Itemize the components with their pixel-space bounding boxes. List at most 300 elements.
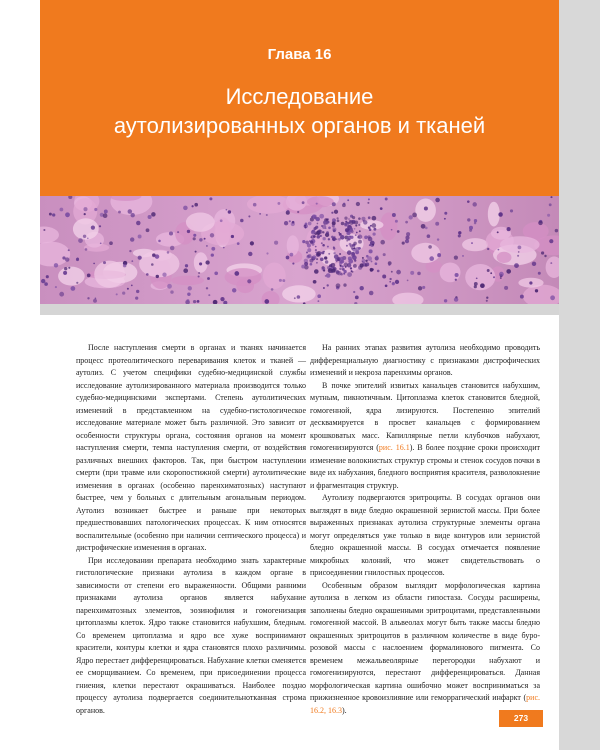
cell-nucleus	[532, 262, 536, 266]
cell-nucleus	[194, 203, 198, 207]
cell-nucleus	[326, 273, 331, 278]
cell-nucleus	[348, 218, 350, 220]
cell-nucleus	[435, 198, 440, 203]
cell-nucleus	[316, 217, 319, 220]
paragraph: Аутолизу подвергаются эритроциты. В сосудах органов они выглядят в виде бледно окрашенной зернистой массы. При более выраженных признаках аутолиза структурные элементы органа могут определяться уже только в виде контуров или зернистой бледно окрашенной массы. В сосудах отмечается появление микробных колоний, что может свидетельствовать о присоединении гнилостных процессов.	[310, 493, 540, 577]
chapter-title-line2: аутолизированных органов и тканей	[113, 113, 486, 138]
cell-nucleus	[395, 280, 399, 284]
cell-nucleus	[535, 289, 538, 292]
cell-nucleus	[349, 243, 352, 246]
cell-nucleus	[342, 268, 344, 270]
cell-nucleus	[385, 284, 388, 287]
cell-nucleus	[76, 282, 78, 284]
cell-nucleus	[84, 213, 86, 215]
cell-nucleus	[323, 237, 326, 240]
cell-nucleus	[322, 231, 324, 233]
tissue-patch	[186, 213, 215, 232]
cell-nucleus	[49, 213, 52, 216]
tissue-patch	[263, 263, 286, 290]
cell-nucleus	[284, 221, 288, 225]
cell-nucleus	[130, 237, 134, 241]
tissue-patch	[462, 238, 488, 251]
cell-nucleus	[306, 255, 310, 259]
cell-nucleus	[214, 271, 218, 275]
cell-nucleus	[395, 220, 398, 223]
cell-nucleus	[409, 215, 413, 219]
cell-nucleus	[487, 269, 490, 272]
cell-nucleus	[65, 257, 69, 261]
cell-nucleus	[333, 252, 335, 254]
cell-nucleus	[122, 291, 125, 294]
cell-nucleus	[100, 242, 102, 244]
cell-nucleus	[328, 238, 330, 240]
cell-nucleus	[232, 288, 236, 292]
cell-nucleus	[469, 229, 472, 232]
cell-nucleus	[336, 283, 341, 288]
cell-nucleus	[339, 253, 341, 255]
cell-nucleus	[344, 217, 347, 220]
cell-nucleus	[199, 262, 202, 265]
cell-nucleus	[517, 255, 519, 257]
cell-nucleus	[437, 253, 441, 257]
tissue-patch	[497, 252, 512, 263]
cell-nucleus	[146, 228, 150, 232]
cell-nucleus	[309, 259, 313, 263]
cell-nucleus	[366, 255, 368, 257]
cell-nucleus	[206, 287, 208, 289]
cell-nucleus	[437, 238, 439, 240]
cell-nucleus	[250, 241, 254, 245]
cell-nucleus	[487, 248, 489, 250]
cell-nucleus	[188, 286, 192, 290]
cell-nucleus	[323, 251, 325, 253]
cell-nucleus	[365, 260, 367, 262]
cell-nucleus	[198, 272, 200, 274]
cell-nucleus	[331, 269, 335, 273]
cell-nucleus	[326, 223, 328, 225]
cell-nucleus	[304, 225, 306, 227]
cell-nucleus	[317, 300, 319, 302]
cell-nucleus	[211, 253, 214, 256]
cell-nucleus	[109, 241, 113, 245]
cell-nucleus	[372, 216, 377, 221]
cell-nucleus	[358, 224, 360, 226]
cell-nucleus	[334, 254, 339, 259]
cell-nucleus	[169, 231, 173, 235]
cell-nucleus	[333, 238, 335, 240]
cell-nucleus	[474, 282, 478, 286]
text-column-left	[76, 342, 306, 717]
cell-nucleus	[385, 198, 388, 201]
cell-nucleus	[271, 288, 274, 291]
cell-nucleus	[444, 212, 447, 215]
cell-nucleus	[307, 248, 311, 252]
cell-nucleus	[183, 206, 188, 211]
cell-nucleus	[391, 271, 393, 273]
cell-nucleus	[356, 232, 358, 234]
cell-nucleus	[131, 260, 133, 262]
page-number: 273	[499, 710, 543, 727]
cell-nucleus	[355, 234, 357, 236]
cell-nucleus	[310, 263, 313, 266]
cell-nucleus	[371, 223, 376, 228]
cell-nucleus	[128, 209, 133, 214]
cell-nucleus	[550, 196, 552, 198]
cell-nucleus	[418, 286, 422, 290]
cell-nucleus	[429, 256, 434, 261]
cell-nucleus	[405, 236, 409, 240]
cell-nucleus	[94, 208, 97, 211]
cell-nucleus	[347, 199, 349, 201]
cell-nucleus	[345, 221, 347, 223]
cell-nucleus	[297, 295, 301, 299]
cell-nucleus	[195, 251, 197, 253]
cell-nucleus	[467, 218, 470, 221]
cell-nucleus	[339, 268, 342, 271]
cell-nucleus	[103, 213, 108, 218]
cell-nucleus	[351, 247, 353, 249]
cell-nucleus	[507, 227, 511, 231]
cell-nucleus	[538, 272, 541, 275]
cell-nucleus	[550, 295, 555, 300]
cell-nucleus	[340, 235, 345, 240]
cell-nucleus	[312, 255, 316, 259]
cell-nucleus	[389, 278, 391, 280]
cell-nucleus	[471, 242, 473, 244]
cell-nucleus	[336, 238, 338, 240]
cell-nucleus	[455, 273, 459, 277]
cell-nucleus	[402, 242, 405, 245]
cell-nucleus	[417, 272, 421, 276]
cell-nucleus	[297, 211, 299, 213]
cell-nucleus	[425, 227, 428, 230]
cell-nucleus	[367, 202, 369, 204]
cell-nucleus	[211, 247, 215, 251]
cell-nucleus	[375, 262, 378, 265]
cell-nucleus	[162, 273, 166, 277]
cell-nucleus	[369, 249, 373, 253]
cell-nucleus	[428, 245, 432, 249]
cell-nucleus	[372, 232, 375, 235]
cell-nucleus	[208, 294, 210, 296]
cell-nucleus	[345, 228, 349, 232]
histology-image-svg	[40, 196, 559, 304]
cell-nucleus	[199, 238, 202, 241]
cell-nucleus	[358, 217, 361, 220]
tissue-patch	[236, 278, 254, 293]
cell-nucleus	[87, 237, 89, 239]
cell-nucleus	[368, 216, 371, 219]
cell-nucleus	[486, 300, 488, 302]
cell-nucleus	[444, 299, 447, 302]
cell-nucleus	[391, 229, 393, 231]
cell-nucleus	[370, 269, 373, 272]
cell-nucleus	[454, 297, 458, 301]
cell-nucleus	[354, 220, 358, 224]
cell-nucleus	[499, 272, 504, 277]
cell-nucleus	[541, 251, 544, 254]
cell-nucleus	[316, 262, 318, 264]
cell-nucleus	[331, 236, 334, 239]
cell-nucleus	[371, 260, 373, 262]
cell-nucleus	[146, 273, 149, 276]
cell-nucleus	[206, 245, 208, 247]
cell-nucleus	[322, 244, 325, 247]
cell-nucleus	[308, 222, 312, 226]
cell-nucleus	[228, 210, 231, 213]
cell-nucleus	[328, 253, 330, 255]
cell-nucleus	[193, 237, 196, 240]
cell-nucleus	[186, 299, 189, 302]
cell-nucleus	[46, 275, 49, 278]
cell-nucleus	[474, 219, 477, 222]
cell-nucleus	[127, 288, 129, 290]
cell-nucleus	[266, 214, 268, 216]
text-column-right	[310, 342, 540, 717]
cell-nucleus	[104, 210, 108, 214]
cell-nucleus	[341, 265, 343, 267]
cell-nucleus	[377, 270, 380, 273]
cell-nucleus	[392, 213, 396, 217]
cell-nucleus	[506, 269, 511, 274]
cell-nucleus	[313, 215, 317, 219]
cell-nucleus	[316, 235, 320, 239]
cell-nucleus	[135, 296, 138, 299]
cell-nucleus	[476, 277, 478, 279]
cell-nucleus	[320, 257, 324, 261]
cell-nucleus	[193, 234, 196, 237]
cell-nucleus	[220, 297, 224, 301]
cell-nucleus	[474, 222, 476, 224]
cell-nucleus	[340, 273, 343, 276]
cell-nucleus	[93, 263, 95, 265]
cell-nucleus	[64, 267, 67, 270]
cell-nucleus	[131, 285, 133, 287]
cell-nucleus	[412, 213, 417, 218]
cell-nucleus	[93, 299, 97, 303]
cell-nucleus	[555, 229, 558, 232]
cell-nucleus	[500, 277, 502, 279]
cell-nucleus	[458, 234, 461, 237]
cell-nucleus	[292, 221, 295, 224]
paragraph: На ранних этапах развития аутолиза необходимо проводить дифференциальную диагностику с признаками дистрофических изменений и некроза паренхимы органов.	[310, 343, 540, 377]
cell-nucleus	[392, 282, 395, 285]
cell-nucleus	[138, 235, 142, 239]
cell-nucleus	[334, 210, 338, 214]
cell-nucleus	[305, 227, 307, 229]
cell-nucleus	[347, 272, 352, 277]
cell-nucleus	[427, 234, 431, 238]
cell-nucleus	[54, 263, 58, 267]
cell-nucleus	[323, 287, 325, 289]
cell-nucleus	[407, 280, 409, 282]
cell-nucleus	[331, 212, 333, 214]
cell-nucleus	[538, 221, 543, 226]
cell-nucleus	[321, 242, 323, 244]
cell-nucleus	[332, 225, 335, 228]
cell-nucleus	[282, 279, 285, 282]
cell-nucleus	[396, 270, 401, 275]
cell-nucleus	[324, 256, 327, 259]
cell-nucleus	[410, 271, 414, 275]
cell-nucleus	[397, 230, 400, 233]
cell-nucleus	[354, 259, 356, 261]
cell-nucleus	[123, 264, 127, 268]
cell-nucleus	[136, 290, 139, 293]
cell-nucleus	[193, 300, 196, 303]
cell-nucleus	[353, 291, 355, 293]
cell-nucleus	[95, 298, 97, 300]
cell-nucleus	[138, 256, 142, 260]
cell-nucleus	[455, 279, 457, 281]
tissue-patch	[282, 285, 316, 302]
cell-nucleus	[359, 230, 361, 232]
cell-nucleus	[493, 276, 495, 278]
cell-nucleus	[344, 223, 347, 226]
cell-nucleus	[306, 251, 308, 253]
cell-nucleus	[406, 232, 410, 236]
cell-nucleus	[376, 255, 379, 258]
cell-nucleus	[370, 225, 372, 227]
cell-nucleus	[83, 207, 87, 211]
cell-nucleus	[422, 286, 425, 289]
cell-nucleus	[343, 270, 346, 273]
cell-nucleus	[347, 250, 352, 255]
cell-nucleus	[52, 213, 55, 216]
tissue-patch	[440, 263, 461, 283]
paragraph	[310, 580, 540, 718]
cell-nucleus	[287, 210, 290, 213]
cell-nucleus	[41, 279, 45, 283]
cell-nucleus	[205, 260, 209, 264]
cell-nucleus	[316, 203, 318, 205]
cell-nucleus	[498, 212, 502, 216]
cell-nucleus	[301, 265, 305, 269]
cell-nucleus	[349, 220, 352, 223]
cell-nucleus	[382, 275, 386, 279]
cell-nucleus	[266, 252, 268, 254]
cell-nucleus	[351, 253, 355, 257]
cell-nucleus	[347, 263, 351, 267]
cell-nucleus	[498, 249, 500, 251]
cell-nucleus	[158, 240, 161, 243]
cell-nucleus	[279, 279, 282, 282]
tissue-patch	[94, 261, 125, 288]
histology-image	[40, 196, 559, 304]
cell-nucleus	[354, 228, 356, 230]
cell-nucleus	[340, 257, 344, 261]
gray-rule	[40, 304, 559, 315]
cell-nucleus	[65, 212, 70, 217]
cell-nucleus	[302, 240, 305, 243]
cell-nucleus	[198, 275, 200, 277]
cell-nucleus	[253, 203, 257, 207]
cell-nucleus	[207, 277, 210, 280]
tissue-patch	[139, 250, 179, 277]
cell-nucleus	[286, 256, 290, 260]
cell-nucleus	[355, 296, 359, 300]
cell-nucleus	[197, 300, 199, 302]
cell-nucleus	[514, 263, 519, 268]
cell-nucleus	[314, 227, 317, 230]
cell-nucleus	[290, 253, 294, 257]
cell-nucleus	[167, 251, 170, 254]
cell-nucleus	[302, 201, 305, 204]
cell-nucleus	[304, 262, 308, 266]
cell-nucleus	[152, 253, 155, 256]
cell-nucleus	[116, 293, 118, 295]
cell-nucleus	[454, 255, 458, 259]
cell-nucleus	[364, 235, 368, 239]
paragraph-text: Особенным образом выглядит морфологическая картина аутолиза в легком из области гипостаза. Сосуды расширены, заполнены бледно окрашенными эритроцитами, представленными гомогенной массой. В альвеолах могут быть также массы бледно окрашенных эритроцитов в различном количестве в виде буро-розовой массы с наслоением формалинового пигмента. Со временем межальвеолярные перегородки набухают и гомогенизируются, перестают дифференцироваться. Данная морфологическая картина ошибочно может восприниматься за прижизненное кровоизлияние или геморрагический инфаркт (	[310, 580, 540, 702]
cell-nucleus	[368, 237, 373, 242]
cell-nucleus	[421, 224, 426, 229]
cell-nucleus	[368, 226, 371, 229]
tissue-patch	[411, 243, 440, 263]
cell-nucleus	[340, 265, 342, 267]
cell-nucleus	[136, 221, 140, 225]
cell-nucleus	[170, 290, 173, 293]
figure-reference-link[interactable]: рис. 16.2, 16.3	[310, 693, 540, 715]
cell-nucleus	[44, 282, 48, 286]
cell-nucleus	[336, 217, 338, 219]
cell-nucleus	[170, 246, 175, 251]
tissue-patch	[307, 196, 334, 207]
cell-nucleus	[156, 275, 159, 278]
cell-nucleus	[547, 214, 550, 217]
cell-nucleus	[335, 270, 339, 274]
paragraph	[310, 380, 540, 493]
cell-nucleus	[544, 255, 546, 257]
cell-nucleus	[59, 292, 64, 297]
cell-nucleus	[333, 229, 336, 232]
cell-nucleus	[325, 260, 329, 264]
cell-nucleus	[337, 219, 340, 222]
cell-nucleus	[319, 230, 323, 234]
cell-nucleus	[444, 218, 446, 220]
cell-nucleus	[333, 246, 335, 248]
cell-nucleus	[129, 250, 131, 252]
cell-nucleus	[317, 223, 319, 225]
cell-nucleus	[360, 263, 364, 267]
cell-nucleus	[313, 235, 316, 238]
paragraph: При исследовании препарата необходимо знать характерные гистологические признаки аутолиза в каждом органе в зависимости от степени его выраженности. Общими ранними признаками аутолиза органов является набухание паренхиматозных элементов, эозинофилия и гомогенизация цитоплазмы клеток. Ядро также становится набухшим, бледным. Со временем цитоплазма и ядро все хуже воспринимают красители, контуры клетки и ядра становятся плохо различимы. Ядро перестает дифференцироваться. Набухание клетки сменяется ее сморщиванием. Со временем, при присоединении процесса гниения, клетки перестают окрашиваться. Наиболее поздно процессу аутолиза подвергается соединительнотканная строма органов.	[76, 555, 306, 715]
cell-nucleus	[356, 247, 360, 251]
cell-nucleus	[346, 245, 348, 247]
paragraph-text: ). В более поздние сроки происходит изменение волокнистых структур стромы и стенок сосудов почки в виде их набухания, бледного восприятия красителя, разволокнение и фрагментация структур.	[310, 443, 540, 490]
cell-nucleus	[340, 261, 343, 264]
paragraph-text: В почке эпителий извитых канальцев становится набухшим, мутным, пикнотичным. Цитоплазма клеток становится бледной, гомогенной, ядра лизируются. Постепенно эпителий десквамируется в просвет канальцев с формированием крошковатых масс. Капиллярные петли клубочков набухают, гомогенизируются (	[310, 380, 540, 452]
cell-nucleus	[310, 240, 313, 243]
cell-nucleus	[315, 249, 317, 251]
cell-nucleus	[549, 239, 553, 243]
cell-nucleus	[462, 255, 464, 257]
cell-nucleus	[343, 203, 345, 205]
figure-reference-link[interactable]: рис. 16.1	[378, 443, 410, 452]
cell-nucleus	[237, 242, 240, 245]
cell-nucleus	[353, 264, 357, 268]
cell-nucleus	[322, 225, 326, 229]
cell-nucleus	[328, 226, 331, 229]
cell-nucleus	[76, 258, 79, 261]
cell-nucleus	[294, 297, 296, 299]
cell-nucleus	[87, 297, 89, 299]
cell-nucleus	[352, 216, 355, 219]
cell-nucleus	[167, 284, 172, 289]
cell-nucleus	[504, 286, 508, 290]
cell-nucleus	[315, 246, 317, 248]
cell-nucleus	[358, 240, 362, 244]
